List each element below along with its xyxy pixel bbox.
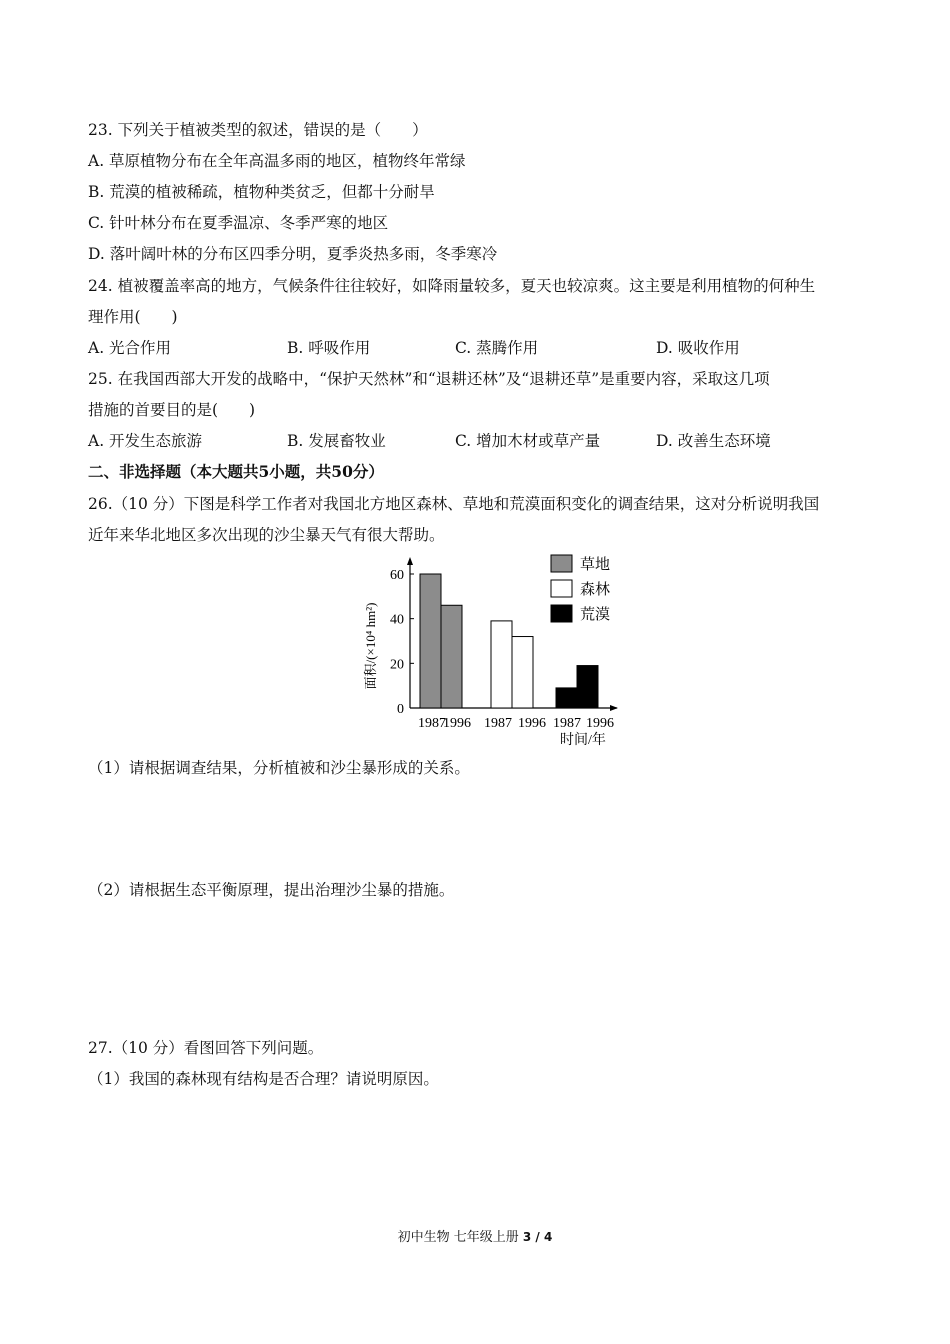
- bar-森林-1996: [512, 637, 533, 708]
- footer-subject: 初中生物 七年级上册: [397, 1230, 523, 1245]
- q25-option-a: A. 开发生态旅游: [88, 432, 203, 450]
- q27-stem: 27.（10 分）看图回答下列问题。: [88, 1039, 324, 1057]
- area-bar-chart: [355, 550, 625, 750]
- legend-label: 荒漠: [580, 607, 611, 623]
- bar-荒漠-1996: [577, 666, 598, 708]
- y-tick-label: 0: [397, 702, 404, 717]
- x-tick-label: 1987: [553, 716, 581, 731]
- q26-stem-line1: 26.（10 分）下图是科学工作者对我国北方地区森林、草地和荒漠面积变化的调查结果，这对分析说明我国: [88, 495, 820, 513]
- q27-sub1: （1）我国的森林现有结构是否合理？请说明原因。: [88, 1070, 439, 1088]
- legend-label: 草地: [580, 557, 611, 573]
- bar-草地-1996: [441, 605, 462, 708]
- x-axis-label: 时间/年: [560, 733, 606, 748]
- bar-森林-1987: [491, 621, 512, 708]
- bar-草地-1987: [420, 574, 441, 708]
- footer-page-number: 3 / 4: [522, 1230, 553, 1244]
- legend-swatch-森林: [551, 580, 572, 597]
- q23-option-a: A. 草原植物分布在全年高温多雨的地区，植物终年常绿: [88, 152, 466, 170]
- page-footer: [0, 1226, 950, 1245]
- q25-option-d: D. 改善生态环境: [656, 432, 771, 450]
- q24-option-c: C. 蒸腾作用: [455, 339, 539, 357]
- x-tick-label: 1996: [518, 716, 546, 731]
- q23-option-c: C. 针叶林分布在夏季温凉、冬季严寒的地区: [88, 214, 389, 232]
- x-tick-label: 1996: [586, 716, 614, 731]
- q25-stem-line2: 措施的首要目的是( ): [88, 401, 256, 419]
- x-tick-label: 1996: [443, 716, 471, 731]
- q26-sub2: （2）请根据生态平衡原理，提出治理沙尘暴的措施。: [88, 881, 455, 899]
- legend-swatch-草地: [551, 555, 572, 572]
- y-axis-label: 面积/(×10⁴ hm²): [363, 602, 378, 690]
- q24-stem-line2: 理作用( ): [88, 308, 178, 326]
- x-tick-label: 1987: [484, 716, 512, 731]
- q24-option-d: D. 吸收作用: [656, 339, 740, 357]
- q24-option-a: A. 光合作用: [88, 339, 172, 357]
- legend-label: 森林: [580, 582, 611, 598]
- bar-荒漠-1987: [556, 688, 577, 708]
- section-heading: 二、非选择题（本大题共5小题，共50分）: [88, 462, 384, 481]
- q25-option-b: B. 发展畜牧业: [287, 432, 386, 450]
- y-axis-arrow: [407, 557, 413, 565]
- y-tick-label: 40: [390, 612, 404, 628]
- q24-stem-line1: 24. 植被覆盖率高的地方，气候条件往往较好，如降雨量较多，夏天也较凉爽。这主要是利用植物的何种生: [88, 277, 816, 295]
- x-axis-arrow: [610, 705, 618, 711]
- q24-option-b: B. 呼吸作用: [287, 339, 371, 357]
- y-tick-label: 60: [390, 568, 404, 583]
- q23-option-d: D. 落叶阔叶林的分布区四季分明，夏季炎热多雨，冬季寒冷: [88, 245, 498, 263]
- q26-stem-line2: 近年来华北地区多次出现的沙尘暴天气有很大帮助。: [88, 526, 445, 544]
- q25-option-c: C. 增加木材或草产量: [455, 432, 601, 450]
- q23-stem: 23. 下列关于植被类型的叙述，错误的是（ ）: [88, 121, 428, 139]
- q23-option-b: B. 荒漠的植被稀疏，植物种类贫乏，但都十分耐旱: [88, 183, 435, 201]
- y-tick-label: 20: [390, 657, 404, 673]
- q25-stem-line1: 25. 在我国西部大开发的战略中，“保护天然林”和“退耕还林”及“退耕还草”是重要内容，采取这几项: [88, 370, 770, 388]
- x-tick-label: 1987: [418, 716, 446, 731]
- legend-swatch-荒漠: [551, 605, 572, 622]
- q26-sub1: （1）请根据调查结果，分析植被和沙尘暴形成的关系。: [88, 759, 470, 777]
